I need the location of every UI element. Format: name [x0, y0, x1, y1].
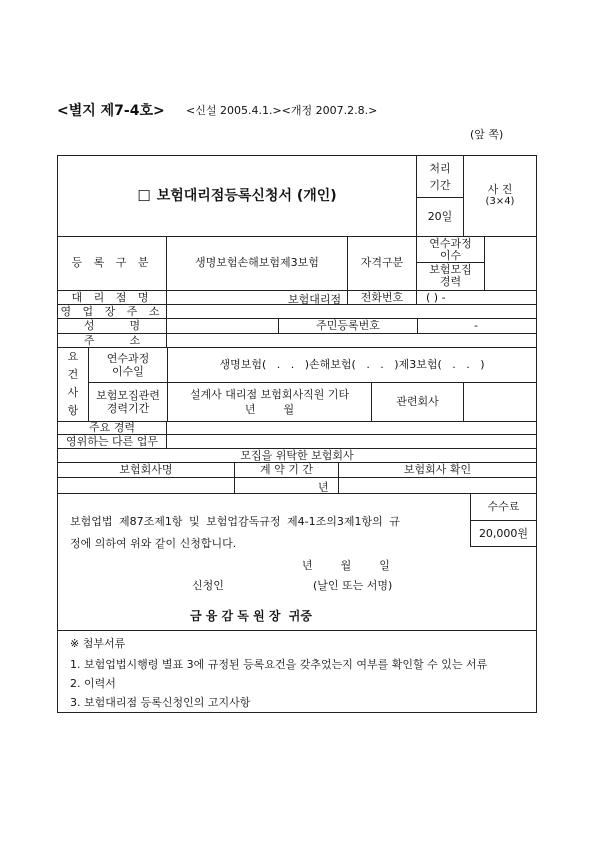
application-date[interactable]: 년 월 일	[302, 559, 390, 572]
name-label: 성 명	[83, 319, 141, 332]
agency-name-suffix: 보험대리점	[288, 293, 342, 306]
page-side: (앞 쪽)	[470, 128, 504, 141]
photo-box	[464, 156, 536, 236]
processing-period-value: 20일	[427, 210, 453, 223]
related-company-label: 관련회사	[396, 394, 439, 408]
phone-label: 전화번호	[360, 290, 404, 304]
seal-or-signature[interactable]: (날인 또는 서명)	[313, 579, 393, 592]
registration-type-value[interactable]: 생명보험손해보험제3보험	[195, 256, 319, 269]
attachment-item: 3. 보험대리점 등록신청인의 고지사항	[70, 696, 251, 709]
agency-name-label: 대 리 점 명	[71, 290, 153, 304]
declaration-line-2: 정에 의하여 위와 같이 신청합니다.	[70, 537, 237, 550]
processing-period-label: 처리 기간	[429, 162, 451, 192]
col-insurer-confirm: 보험회사 확인	[403, 463, 472, 476]
address-label: 주 소	[83, 333, 141, 347]
declaration-line-1: 보험업법 제87조제1항 및 보험업감독규정 제4-1조의3제1항의 규	[70, 515, 400, 528]
resident-number-label: 주민등록번호	[316, 319, 380, 332]
form-title-text: 보험대리점등록신청서 (개인)	[156, 188, 337, 204]
office-address-label: 영 업 장 주 소	[60, 304, 164, 318]
applicant-label: 신청인	[192, 579, 224, 592]
career-period-label: 보험모집관련 경력기간	[96, 388, 160, 415]
registration-type-label: 등 록 구 분	[71, 256, 153, 269]
attachments-title: ※ 첨부서류	[70, 637, 126, 650]
photo-label: 사 진	[487, 183, 513, 196]
fee-label: 수수료	[487, 499, 520, 513]
requirements-side-label: 요 건 사 항	[67, 350, 79, 417]
addressee: 금 융 감 독 원 장 귀중	[190, 609, 312, 623]
form-title	[58, 156, 416, 236]
contract-year-unit: 년	[318, 481, 329, 494]
office-address-field[interactable]	[170, 305, 530, 318]
col-insurer-name: 보험회사명	[119, 463, 173, 476]
photo-size: (3×4)	[485, 196, 515, 207]
training-date-label: 연수과정 이수일	[106, 352, 150, 378]
form-number: <별지 제7-4호>	[57, 103, 165, 119]
resident-number-dash[interactable]: -	[474, 319, 478, 332]
phone-field[interactable]: ( ) -	[426, 291, 446, 304]
fee-value: 20,000원	[478, 526, 529, 540]
checkbox-icon: ☐	[137, 187, 151, 205]
attachment-item: 1. 보험업법시행령 별표 3에 규정된 등록요건을 갖추었는지 여부를 확인할 수 있는 서류	[70, 658, 488, 671]
main-career-label: 주요 경력	[88, 421, 135, 434]
training-date-values[interactable]: 생명보험( . . )손해보험( . . )제3보험( . . )	[219, 358, 485, 371]
col-contract-period: 계 약 기 간	[260, 463, 313, 476]
qualification-type-label: 자격구분	[360, 256, 404, 269]
qualification-training-option[interactable]: 연수과정 이수	[429, 236, 472, 262]
qualification-career-option[interactable]: 보험모집 경력	[429, 263, 472, 288]
attachment-item: 2. 이력서	[70, 677, 116, 690]
revision-history: <신설 2005.4.1.><개정 2007.2.8.>	[186, 104, 378, 117]
other-business-label: 영위하는 다른 업무	[65, 434, 158, 448]
insurers-header: 모집을 위탁한 보험회사	[240, 448, 354, 462]
career-period-values[interactable]: 설계사 대리점 보험회사직원 기타 년 월	[189, 387, 350, 416]
